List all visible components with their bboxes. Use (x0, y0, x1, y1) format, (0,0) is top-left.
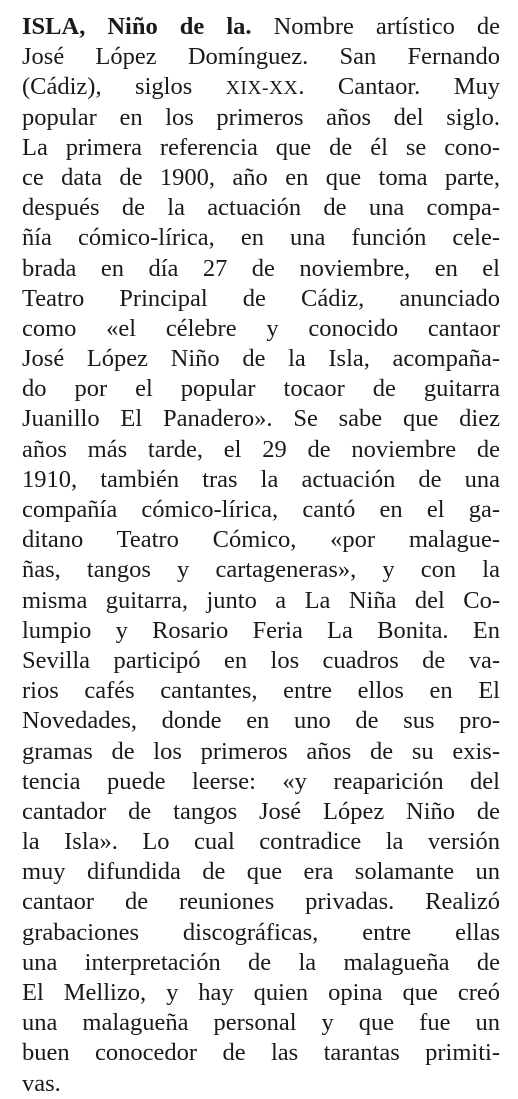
entry-line-4: popular en los primeros años del siglo. (22, 103, 500, 131)
entry-line-26: tencia puede leerse: «y reaparición del (22, 767, 500, 795)
entry-line-31: grabaciones discográficas, entre ellas (22, 918, 500, 946)
entry-line-32: una interpretación de la malagueña de (22, 948, 500, 976)
entry-line-34: una malagueña personal y que fue un (22, 1009, 500, 1037)
entry-line-17: compañía cómico-lírica, cantó en el ga- (22, 496, 500, 523)
entry-line-1 (22, 12, 500, 42)
entry-line-36: vas. (22, 1069, 61, 1097)
encyclopedia-entry (22, 12, 500, 1099)
entry-line-18: ditano Teatro Cómico, «por malague- (22, 526, 500, 554)
entry-line-25: gramas de los primeros años de su exis- (22, 737, 500, 765)
entry-line-21: lumpio y Rosario Feria La Bonita. En (22, 616, 500, 644)
entry-line-5: La primera referencia que de él se cono- (22, 133, 500, 161)
entry-line-12: José López Niño de la Isla, acompaña- (22, 345, 500, 373)
entry-line-27: cantador de tangos José López Niño de (22, 797, 500, 825)
entry-line-15: años más tarde, el 29 de noviembre de (22, 435, 500, 463)
entry-line-22: Sevilla participó en los cuadros de va- (22, 646, 500, 674)
entry-line-24: Novedades, donde en uno de sus pro- (22, 707, 500, 735)
entry-headword: ISLA, Niño de la. (22, 13, 252, 40)
entry-line-23: rios cafés cantantes, entre ellos en El (22, 677, 500, 705)
entry-line-10: Teatro Principal de Cádiz, anunciado (22, 284, 500, 312)
entry-line-7: después de la actuación de una compa- (22, 194, 500, 222)
entry-line-13: do por el popular tocaor de guitarra (22, 375, 500, 403)
entry-line-29: muy difundida de que era solamante un (22, 858, 500, 886)
entry-line-28: la Isla». Lo cual contradice la versión (22, 828, 500, 856)
entry-line-8: ñía cómico-lírica, en una función cele- (22, 224, 500, 252)
entry-line-14: Juanillo El Panadero». Se sabe que diez (22, 405, 500, 433)
entry-line-9: brada en día 27 de noviembre, en el (22, 254, 500, 282)
entry-line-2: José López Domínguez. San Fernando (22, 43, 500, 71)
entry-line-20: misma guitarra, junto a La Niña del Co- (22, 586, 500, 614)
entry-line-11: como «el célebre y conocido cantaor (22, 314, 500, 342)
entry-line-35: buen conocedor de las tarantas primiti- (22, 1039, 500, 1067)
entry-line-30: cantaor de reuniones privadas. Realizó (22, 888, 500, 916)
entry-line-33: El Mellizo, y hay quien opina que creó (22, 979, 500, 1006)
century-numerals: XIX-XX (225, 78, 299, 100)
entry-line-1-text: Nombre artístico de (251, 13, 500, 40)
entry-line-19: ñas, tangos y cartageneras», y con la (22, 556, 500, 584)
entry-line-3: (Cádiz), siglos XIX-XX. Cantaor. Muy (22, 73, 500, 101)
entry-line-6: ce data de 1900, año en que toma parte, (22, 163, 500, 191)
entry-line-16: 1910, también tras la actuación de una (22, 465, 500, 493)
